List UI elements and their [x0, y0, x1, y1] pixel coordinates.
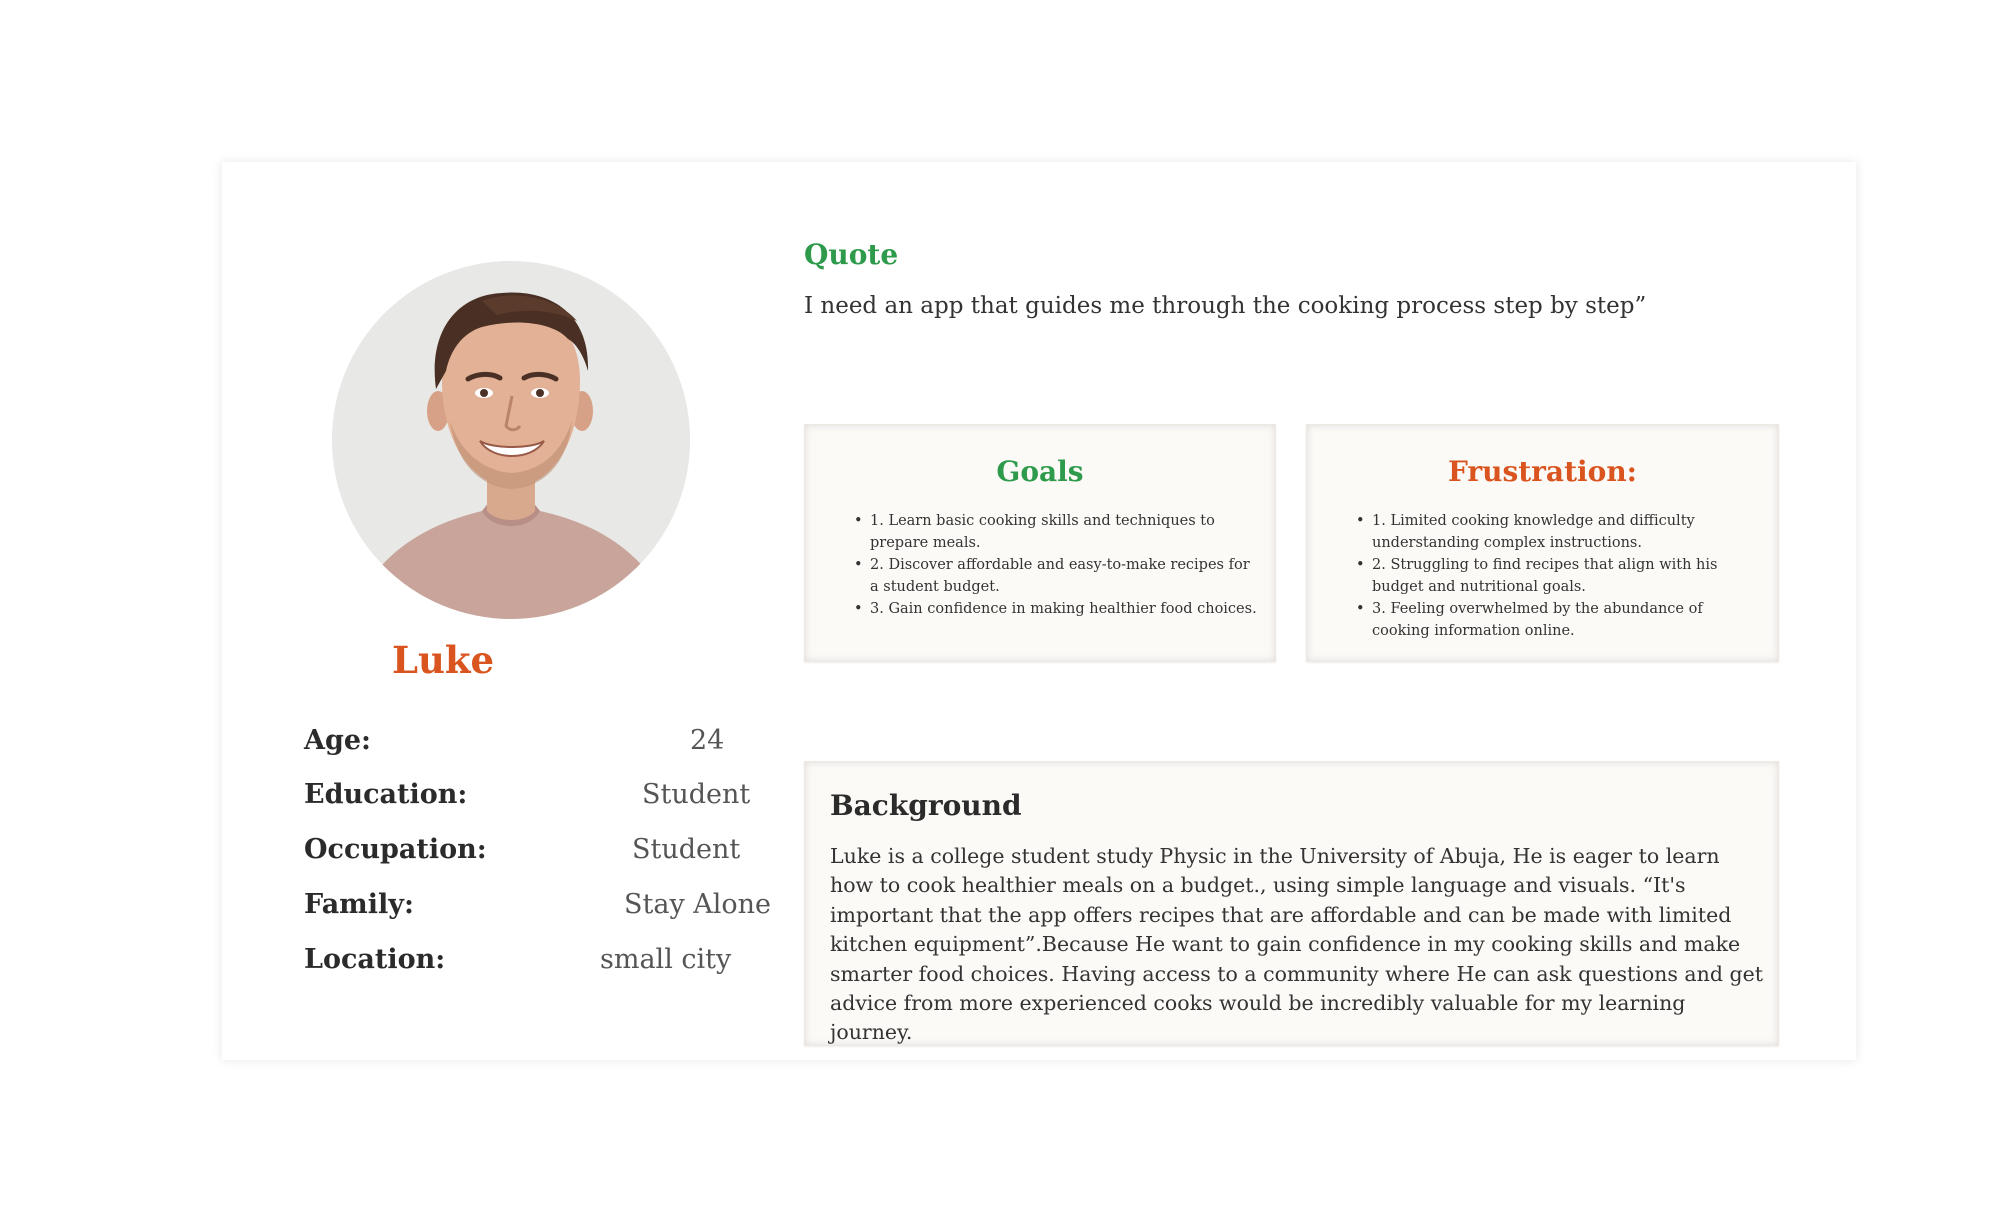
detail-label: Family: — [304, 889, 414, 920]
detail-value: small city — [600, 944, 732, 975]
goal-item: • 1. Learn basic cooking skills and techniques to prepare meals. — [855, 510, 1257, 554]
goal-item: • 3. Gain confidence in making healthier food choices. — [855, 598, 1257, 620]
detail-label: Age: — [304, 725, 371, 756]
frustration-panel — [1306, 424, 1779, 662]
frustration-item: • 1. Limited cooking knowledge and difficulty understanding complex instructions. — [1357, 510, 1760, 554]
goal-item: • 2. Discover affordable and easy-to-make recipes for a student budget. — [855, 554, 1257, 598]
detail-row-family — [304, 889, 784, 929]
detail-value: Stay Alone — [624, 889, 772, 920]
persona-card — [222, 162, 1856, 1060]
detail-row-location — [304, 944, 784, 984]
goals-heading: Goals — [996, 455, 1084, 488]
persona-name: Luke — [392, 638, 495, 682]
quote-heading: Quote — [804, 238, 899, 271]
detail-value: Student — [642, 779, 751, 810]
frustration-item: • 3. Feeling overwhelmed by the abundance of cooking information online. — [1357, 598, 1760, 642]
background-text: Luke is a college student study Physic in the University of Abuja, He is eager to learn how to cook healthier meals on a budget., using simple language and visuals. “It's important that the app offers recipes that are affordable and can be made with limited kitchen equipment”.Because He want to gain confidence in my cooking skills and make smarter food choices. Having access to a community where He can ask questions and get advice from more experienced cooks would be incredibly valuable for my learning journey. — [830, 844, 1763, 1045]
persona-portrait-image — [332, 261, 690, 619]
detail-value: 24 — [690, 725, 725, 756]
goals-list — [855, 510, 1257, 620]
background-panel — [804, 761, 1779, 1046]
detail-value: Student — [632, 834, 741, 865]
frustration-list — [1357, 510, 1760, 642]
background-heading: Background — [830, 789, 1022, 822]
frustration-heading: Frustration: — [1447, 455, 1638, 488]
quote-text: I need an app that guides me through the cooking process step by step” — [804, 293, 1647, 319]
detail-row-age — [304, 725, 784, 765]
frustration-item: • 2. Struggling to find recipes that align with his budget and nutritional goals. — [1357, 554, 1760, 598]
detail-label: Education: — [304, 779, 468, 810]
detail-row-education — [304, 779, 784, 819]
detail-row-occupation — [304, 834, 784, 874]
goals-panel — [804, 424, 1276, 662]
detail-label: Location: — [304, 944, 446, 975]
detail-label: Occupation: — [304, 834, 487, 865]
persona-photo — [332, 261, 690, 619]
